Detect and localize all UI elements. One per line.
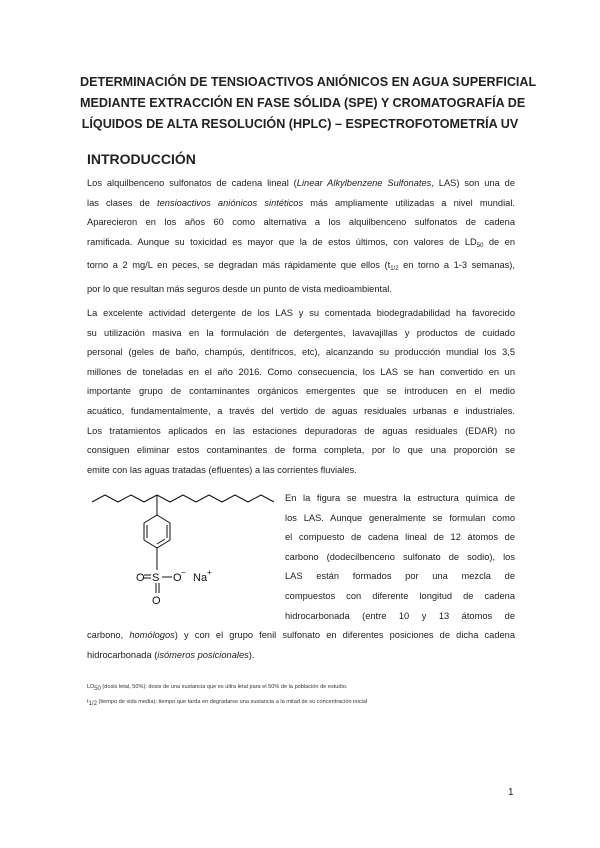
paragraph-2-line: Los tratamientos aplicados en las estaciones depuradoras de aguas residuales (EDAR) no <box>87 425 515 436</box>
paragraph-1 <box>87 174 515 300</box>
sulfur-label: S <box>152 572 160 584</box>
paragraph-2-line: acuático, fundamentalmente, a través del vertido de aguas residuales urbanas e industriales. <box>87 405 515 416</box>
paragraph-3-line: carbono (dodecilbenceno sulfonato de sodio), los <box>285 551 515 562</box>
paragraph-3-line: hidrocarbonada (isómeros posicionales). <box>87 649 255 660</box>
title-line-3: LÍQUIDOS DE ALTA RESOLUCIÓN (HPLC) – ESPECTROFOTOMETRÍA UV <box>81 117 519 131</box>
oxygen-label: O <box>136 572 145 584</box>
paragraph-1-line: ramificada. Aunque su toxicidad es mayor que la de estos últimos, con valores de $LD_{50}$ de en <box>87 236 515 249</box>
sulfonate-group <box>136 568 212 607</box>
footnote-half-life: t1/2 (tiempo de vida media): tiempo que tarda en degradarse una sustancia a la mitad de su concentración inicial <box>87 699 368 707</box>
alkyl-chain <box>92 495 274 502</box>
paragraph-1-line: por lo que resultan más seguros desde un punto de vista medioambiental. <box>87 283 392 294</box>
paragraph-2-line: La excelente actividad detergente de los LAS y su comentada biodegradabilidad ha favorecido <box>87 308 515 318</box>
las-chemical-structure <box>90 490 280 615</box>
paragraph-2-line: su utilización masiva en la formulación de detergentes, lavavajillas y productos de cuidado <box>87 327 515 338</box>
page-number: 1 <box>508 787 514 798</box>
paragraph-1-line: Los alquilbenceno sulfonatos de cadena lineal (Linear Alkylbenzene Sulfonates, LAS) son una de <box>87 178 515 188</box>
paragraph-3-line: los LAS. Aunque generalmente se formulan como <box>285 512 515 523</box>
document-title <box>80 72 537 135</box>
title-line-2: MEDIANTE EXTRACCIÓN EN FASE SÓLIDA (SPE) Y CROMATOGRAFÍA DE <box>80 96 526 110</box>
paragraph-2-line: millones de toneladas en el año 2016. Como consecuencia, los LAS se han convertido en un <box>87 366 515 377</box>
paragraph-2-line: emite con las aguas tratadas (efluentes) a las corrientes fluviales. <box>87 464 357 475</box>
paragraph-3-line: En la figura se muestra la estructura química de <box>285 493 515 503</box>
paragraph-3-line: el compuesto de cadena lineal de 12 átomos de <box>285 532 515 543</box>
paragraph-2-line: personal (geles de baño, champús, dentífricos, etc), alcanzando su producción mundial los 3,5 <box>87 347 515 358</box>
paragraph-3-line: LAS están formados por una mezcla de <box>285 571 515 582</box>
section-heading: INTRODUCCIÓN <box>87 151 196 167</box>
sodium-label: Na <box>193 572 208 584</box>
paragraph-1-line: las clases de tensioactivos aniónicos sintéticos más ampliamente utilizadas a nivel mundial. <box>87 197 515 208</box>
footnote-ld50: LD50 (dosis letal, 50%): dosis de una sustancia que es ultra letal para el 50% de la población de estudio. <box>87 684 348 692</box>
title-line-1: DETERMINACIÓN DE TENSIOACTIVOS ANIÓNICOS EN AGUA SUPERFICIAL <box>80 75 537 89</box>
benzene-ring <box>144 495 170 570</box>
paragraph-2-line: consiguen eliminar estos contaminantes de forma completa, por lo que una proporción se <box>87 445 515 456</box>
paragraph-1-line: torno a 2 mg/L en peces, se degradan más rápidamente que ellos ($t_{1/2}$ en torno a 1-3 semanas), <box>87 260 515 273</box>
paragraph-2-line: importante grupo de contaminantes orgánicos emergentes que se introducen en el medio <box>87 386 515 397</box>
paragraph-3-line: compuestos con diferente longitud de cadena <box>285 590 515 601</box>
anion-oxygen-label: O <box>173 572 182 584</box>
paragraph-2 <box>87 304 515 480</box>
negative-charge: − <box>181 568 186 577</box>
oxygen-label: O <box>152 595 161 607</box>
positive-charge: + <box>207 568 212 577</box>
paragraph-3-line: hidrocarbonada (entre 10 y 13 átomos de <box>285 610 515 621</box>
paragraph-3-line: carbono, homólogos) y con el grupo fenil sulfonato en diferentes posiciones de dicha cadena <box>87 630 515 640</box>
paragraph-1-line: Aparecieron en los años 60 como alternativa a los alquilbenceno sulfonatos de cadena <box>87 217 515 228</box>
paragraph-3-full <box>87 626 515 665</box>
paragraph-3-wrapped <box>285 489 515 626</box>
